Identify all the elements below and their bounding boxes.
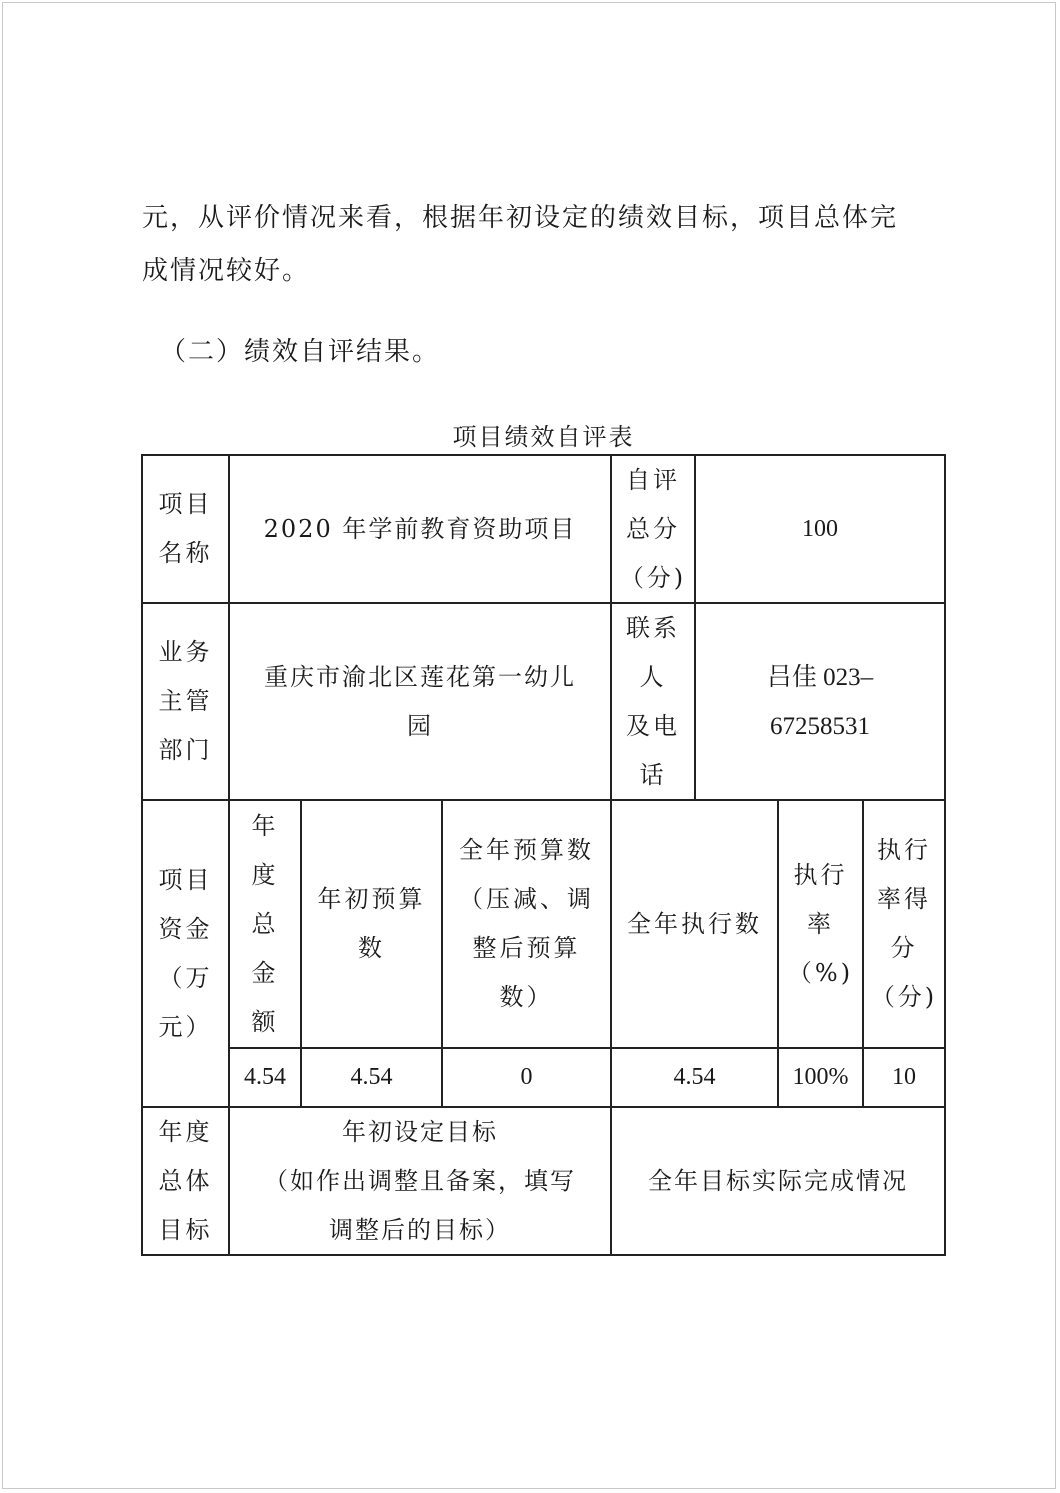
self-score-value: 100 — [802, 515, 838, 542]
funds-label: 项目 资金 （万 元） — [158, 865, 213, 1041]
execution-rate-header: 执行 率 （%) — [787, 860, 854, 987]
execution-score-value: 10 — [892, 1064, 916, 1090]
project-name-value: 2020 年学前教育资助项目 — [263, 514, 577, 543]
annual-total-value: 4.54 — [244, 1064, 286, 1090]
full-year-execution-value: 4.54 — [673, 1064, 716, 1090]
paragraph-line: 成情况较好。 — [142, 256, 311, 286]
goal-label: 年度 总体 目标 — [158, 1117, 213, 1244]
section-heading: （二）绩效自评结果。 — [160, 337, 441, 367]
contact-value: 吕佳 023– 67258531 — [766, 663, 874, 740]
goal-actual: 全年目标实际完成情况 — [648, 1166, 908, 1195]
project-name-label: 项目 名称 — [158, 490, 213, 567]
table-caption: 项目绩效自评表 — [452, 423, 635, 451]
full-year-budget-header: 全年预算数 （压减、调 整后预算 数） — [459, 836, 594, 1011]
paragraph-line: 元，从评价情况来看，根据年初设定的绩效目标，项目总体完 — [142, 203, 899, 233]
full-year-execution-header: 全年执行数 — [627, 909, 762, 938]
execution-rate-value: 100% — [792, 1064, 849, 1090]
self-score-label: 自评 总分 （分) — [619, 465, 687, 592]
full-year-budget-value: 0 — [520, 1064, 533, 1090]
contact-label: 联系 人 及电 话 — [626, 613, 680, 789]
initial-budget-header: 年初预算 数 — [317, 885, 426, 962]
execution-score-header: 执行 率得 分 （分) — [870, 836, 938, 1011]
goal-initial: 年初设定目标 （如作出调整且备案，填写 调整后的目标） — [264, 1117, 576, 1244]
annual-total-header: 年 度 总 金 额 — [251, 811, 279, 1036]
initial-budget-value: 4.54 — [350, 1064, 393, 1090]
department-value: 重庆市渝北区莲花第一幼儿 园 — [264, 662, 576, 740]
department-label: 业务 主管 部门 — [158, 638, 213, 764]
